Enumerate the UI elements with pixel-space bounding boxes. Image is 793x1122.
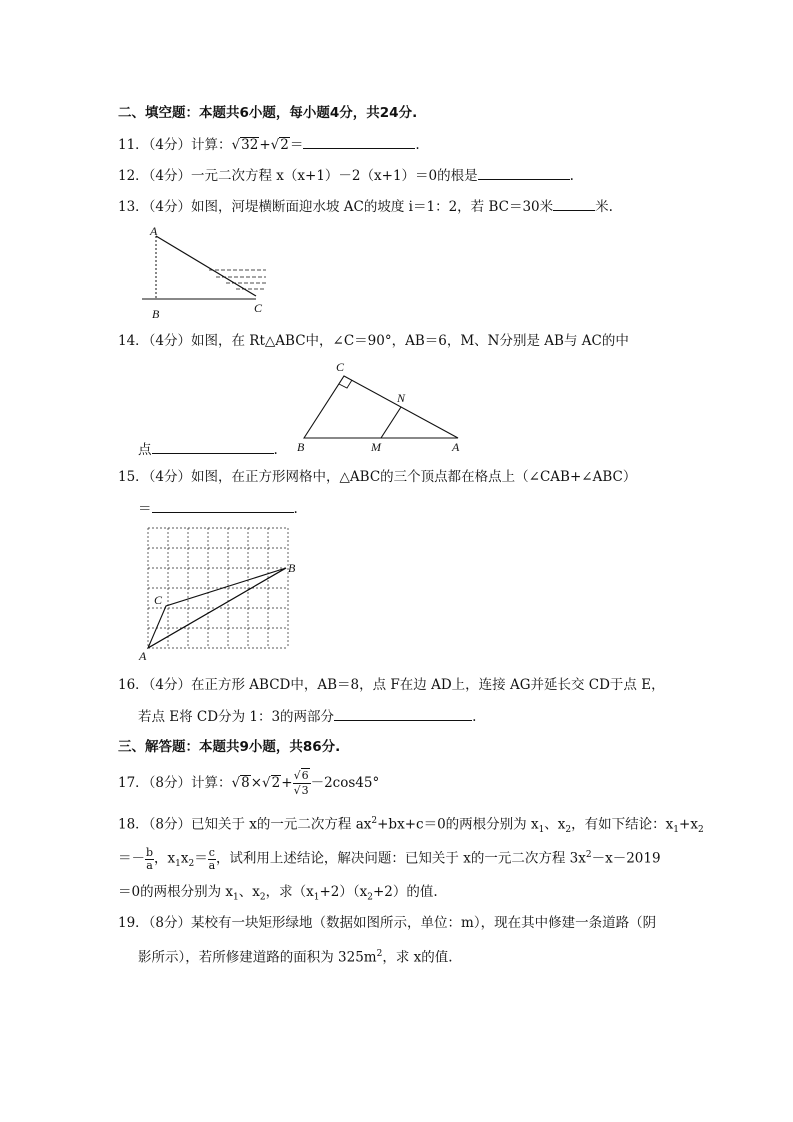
q15-text2: ＝ [138,501,152,517]
q19-text: ，求 x的值. [382,949,453,966]
figure-13-embankment [136,224,276,324]
label-b: B [297,440,305,454]
question-11 [118,135,420,154]
q18-text: ＝ [194,850,208,867]
label-m: M [371,440,381,454]
q18-text: +x [679,816,698,833]
q17-radicand-2: 2 [271,775,281,791]
section-3-title: 三、解答题：本题共9小题，共86分. [118,739,341,755]
label-a: A [150,224,158,238]
q11-radicand-1: 32 [241,137,259,153]
question-14-cont [138,440,278,459]
question-18-line-3: ＝0的两根分别为 $x_1$、$x_2$，求$(x_1+2)(x_2+2)$的值. [118,884,438,903]
q18-text: 、x [238,884,260,900]
q13-unit: 米. [595,199,613,215]
label-a: A [139,649,147,663]
sqrt-sign-icon: √ [262,775,271,791]
label-b: B [152,307,160,321]
q17-radicand-1: 8 [241,775,250,791]
segment-mn [381,407,401,438]
q11-equals: ＝ [289,137,304,153]
label-b: B [288,561,296,575]
q18-fraction-b-a [145,847,154,872]
question-12 [118,166,574,185]
q15-answer-blank[interactable] [152,499,294,513]
q18-text: 18．（8分）已知关于 x的一元二次方程 ax [118,816,372,833]
question-19-line-1: 19．（8分）某校有一块矩形绿地（数据如图所示，单位：m），现在其中修建一条道路（阴 [118,915,657,931]
q11-prefix: 11．（4分）计算： [118,137,232,153]
sqrt-sign-icon: √ [231,775,241,791]
q18-text: ，有如下结论：x [571,816,674,833]
sqrt-sign-icon: √ [293,784,301,797]
question-17 [118,768,379,798]
q18-text: ，x [154,850,176,867]
figure-14-triangle [296,358,466,454]
slope-ac [156,236,256,296]
label-c: C [154,593,163,607]
q18-text: －x－2019 [591,850,661,867]
question-19-line-2: 影所示），若所修建道路的面积为 $325m^2$，求 x的值. [138,949,453,966]
label-c: C [254,301,263,315]
q18-text: +2）的值. [372,884,438,900]
q14-period: . [273,442,278,458]
frac-num: c [208,845,215,859]
question-14: 14．（4分）如图，在 Rt△ABC中，∠C＝90°，AB＝6，M、N分别是 AB与 AC的中 [118,333,629,349]
q17-plus: + [281,775,293,791]
q17-fraction [293,769,311,798]
q11-answer-blank[interactable] [303,135,415,149]
q16-answer-blank[interactable] [334,707,472,721]
q18-text: ＝0的两根分别为 x [118,884,233,900]
frac-num: b [146,845,154,859]
label-c: C [336,360,345,374]
q13-text: 13．（4分）如图，河堤横断面迎水坡 AC的坡度 i＝1：2，若 BC＝30米 [118,199,554,215]
q18-text: +bx+c＝0的两根分别为 x [377,816,539,833]
q14-answer-blank[interactable] [152,440,274,454]
question-18-line-1: 18．（8分）已知关于 x的一元二次方程 $ax^2+bx+c=0$的两根分别为 $x_1$、$x_2$，有如下结论：$x_1+x_2$ [118,816,704,836]
sqrt-sign-icon: √ [293,769,301,782]
q18-text: 、x [544,816,566,833]
label-a: A [452,440,460,454]
question-15-cont [138,499,298,518]
section-2-title: 二、填空题：本题共6小题，每小题4分，共24分. [118,105,418,121]
question-16-cont [138,707,476,726]
question-18-line-2: ＝－ $\frac{b}{a}$ ，$x_1x_2=$ $\frac{c}{a}$ ，试利用上述结论，解决问题：已知关于 x的一元二次方程 $3x^2-x-2019$ [118,845,661,872]
q12-text: 12．（4分）一元二次方程 x（x+1）－2（x+1）＝0的根是 [118,168,478,184]
q17-numerator: 6 [301,769,309,782]
q18-fraction-c-a [208,847,216,872]
frac-den: a [208,858,216,872]
q18-text: ，求（x [265,884,314,900]
q17-times: × [250,775,263,791]
q11-plus: + [259,137,271,153]
q17-prefix: 17．（8分）计算： [118,775,232,791]
q18-text: ，试利用上述结论，解决问题：已知关于 x的一元二次方程 3x [215,850,586,867]
sqrt-sign-icon: √ [231,137,241,153]
q12-period: . [569,168,574,184]
figure-15-grid [138,524,308,664]
q14-text2: 点 [138,442,152,458]
q15-period: . [293,501,298,517]
frac-den: a [146,858,153,872]
question-15: 15．（4分）如图，在正方形网格中，△ABC的三个顶点都在格点上（∠CAB+∠ABC） [118,469,637,485]
q17-tail: －2cos45° [310,775,380,791]
label-n: N [397,391,406,405]
question-16: 16．（4分）在正方形 ABCD中，AB＝8，点 F在边 AD上，连接 AG并延长交 CD于点 E， [118,677,665,693]
q12-answer-blank[interactable] [478,166,570,180]
q11-period: . [415,137,420,153]
q13-answer-blank[interactable] [553,197,595,211]
sqrt-sign-icon: √ [270,137,280,153]
q18-text: x [180,850,189,867]
question-13 [118,197,613,216]
q11-radicand-2: 2 [280,137,289,153]
q16-text2: 若点 E将 CD分为 1：3的两部分 [138,709,335,725]
q16-period: . [472,709,477,725]
grid-lines [148,528,288,648]
triangle-abc [304,376,458,438]
q18-text: +2）（x [319,884,368,900]
q18-text: ＝－ [118,850,145,867]
q19-text: 影所示），若所修建道路的面积为 325m [138,949,377,966]
q17-denominator: 3 [301,784,309,797]
